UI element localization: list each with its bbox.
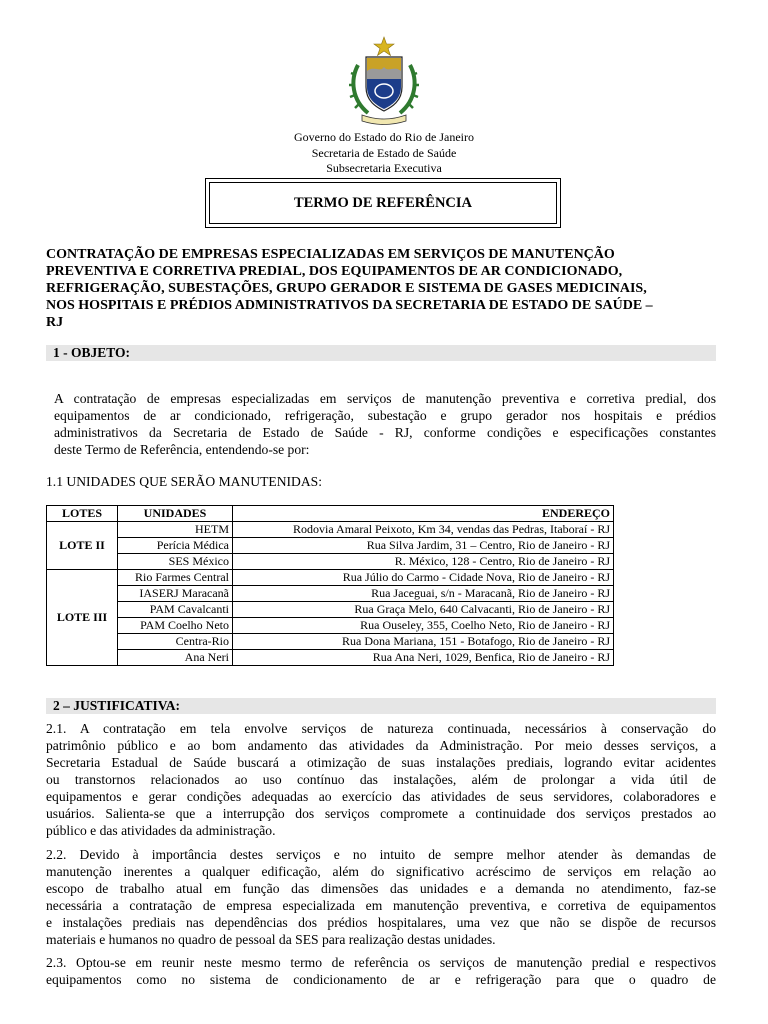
unidade-cell: Rio Farmes Central xyxy=(118,570,233,586)
document-title-box xyxy=(205,178,561,228)
paragraph-line: necessária a contratação de empresa especializada em manutenção preventiva, e corretiva de equipamentos xyxy=(46,898,716,913)
objeto-paragraph xyxy=(54,390,716,458)
unidade-cell: PAM Coelho Neto xyxy=(118,618,233,634)
endereco-cell: Rua Jaceguai, s/n - Maracanã, Rio de Janeiro - RJ xyxy=(233,586,614,602)
column-header-endereco: ENDEREÇO xyxy=(233,506,614,522)
lote-cell: LOTE II xyxy=(47,522,118,570)
paragraph-line: deste Termo de Referência, entendendo-se por: xyxy=(54,442,310,457)
contract-title-line: CONTRATAÇÃO DE EMPRESAS ESPECIALIZADAS EM SERVIÇOS DE MANUTENÇÃO xyxy=(46,247,615,262)
paragraph-line: usuários. Salienta-se que a interrupção dos serviços compromete a continuidade dos serviços prestados ao xyxy=(46,806,716,821)
paragraph-line: A contratação de empresas especializadas em serviços de manutenção preventiva e corretiva predial, dos xyxy=(54,391,716,406)
endereco-cell: Rua Ouseley, 355, Coelho Neto, Rio de Janeiro - RJ xyxy=(233,618,614,634)
table-row xyxy=(47,634,614,650)
table-row xyxy=(47,586,614,602)
header-subsecretariat: Subsecretaria Executiva xyxy=(326,161,442,175)
contract-title-line: REFRIGERAÇÃO, SUBESTAÇÕES, GRUPO GERADOR E SISTEMA DE GASES MEDICINAIS, xyxy=(46,281,647,296)
units-table xyxy=(46,505,614,666)
paragraph-line: Secretaria Estadual de Saúde buscará a otimização de suas instalações prediais, logrando evitar acidentes xyxy=(46,755,716,770)
paragraph-line: patrimônio público e ao bom andamento das atividades da Administração. Por meio desses serviços, a xyxy=(46,738,716,753)
paragraph-line: ou transtornos relacionados ao uso contínuo das instalações, além de prolongar a vida útil de xyxy=(46,772,716,787)
paragraph-line: 2.3. Optou-se em reunir neste mesmo termo de referência os serviços de manutenção predial e respectivos xyxy=(46,955,716,970)
contract-title-line: RJ xyxy=(46,315,64,330)
table-row xyxy=(47,602,614,618)
unidade-cell: HETM xyxy=(118,522,233,538)
endereco-cell: Rua Dona Mariana, 151 - Botafogo, Rio de Janeiro - RJ xyxy=(233,634,614,650)
units-heading: 1.1 UNIDADES QUE SERÃO MANUTENIDAS: xyxy=(46,474,323,489)
contract-title-line: PREVENTIVA E CORRETIVA PREDIAL, DOS EQUIPAMENTOS DE AR CONDICIONADO, xyxy=(46,264,623,279)
header-institution xyxy=(0,130,768,177)
endereco-cell: Rua Júlio do Carmo - Cidade Nova, Rio de Janeiro - RJ xyxy=(233,570,614,586)
header-secretariat: Secretaria de Estado de Saúde xyxy=(311,145,457,160)
table-header-row xyxy=(47,506,614,522)
table-row xyxy=(47,522,614,538)
justificativa-paragraph-2-1 xyxy=(46,720,716,839)
paragraph-line: administrativos da Secretaria de Estado de Saúde - RJ, conforme condições e especificações constantes xyxy=(54,425,716,440)
unidade-cell: Ana Neri xyxy=(118,650,233,666)
column-header-unidades: UNIDADES xyxy=(118,506,233,522)
section-heading-objeto: 1 - OBJETO: xyxy=(46,345,716,361)
paragraph-line: equipamentos de ar condicionado, refrigeração, subestação e grupo gerador nos hospitais e prédios xyxy=(54,408,716,423)
endereco-cell: Rua Graça Melo, 640 Calvacanti, Rio de Janeiro - RJ xyxy=(233,602,614,618)
paragraph-line: 2.1. A contratação em tela envolve serviços de natureza continuada, necessários à conservação do xyxy=(46,721,716,736)
endereco-cell: Rua Silva Jardim, 31 – Centro, Rio de Janeiro - RJ xyxy=(233,538,614,554)
endereco-cell: Rua Ana Neri, 1029, Benfica, Rio de Janeiro - RJ xyxy=(233,650,614,666)
paragraph-line: equipamentos e gerar condições adequadas ao exercício das atividades de seus servidores, colaboradores e xyxy=(46,789,716,804)
header-government: Governo do Estado do Rio de Janeiro xyxy=(294,130,474,144)
contract-title xyxy=(46,246,726,331)
column-header-lotes: LOTES xyxy=(47,506,118,522)
unidade-cell: IASERJ Maracanã xyxy=(118,586,233,602)
paragraph-line: materiais e humanos no quadro de pessoal da SES para realização destas unidades. xyxy=(46,932,496,947)
contract-title-line: NOS HOSPITAIS E PRÉDIOS ADMINISTRATIVOS DA SECRETARIA DE ESTADO DE SAÚDE – xyxy=(46,298,653,313)
document-title: TERMO DE REFERÊNCIA xyxy=(209,182,557,224)
paragraph-line: manutenção inerentes a qualquer edificação, além do significativo acréscimo de serviços em relação ao xyxy=(46,864,716,879)
endereco-cell: Rodovia Amaral Peixoto, Km 34, vendas das Pedras, Itaboraí - RJ xyxy=(233,522,614,538)
justificativa-paragraph-2-2 xyxy=(46,846,716,948)
paragraph-line: público e das atividades da administração. xyxy=(46,823,276,838)
table-row xyxy=(47,570,614,586)
paragraph-line: 2.2. Devido à importância destes serviços e no intuito de sempre melhor atender às demandas de xyxy=(46,847,716,862)
table-row xyxy=(47,554,614,570)
lote-cell: LOTE III xyxy=(47,570,118,666)
paragraph-line: equipamentos como no sistema de condicionamento de ar e refrigeração para que o quadro de xyxy=(46,972,716,987)
paragraph-line: e instalações prediais nas dependências dos prédios hospitalares, uma vez que não se dispõe de recursos xyxy=(46,915,716,930)
unidade-cell: SES México xyxy=(118,554,233,570)
unidade-cell: Perícia Médica xyxy=(118,538,233,554)
paragraph-line: escopo de trabalho atual em função das dimensões das unidades e a demanda no atendimento, faz-se xyxy=(46,881,716,896)
unidade-cell: PAM Cavalcanti xyxy=(118,602,233,618)
table-row xyxy=(47,618,614,634)
state-coat-of-arms-logo xyxy=(344,35,424,127)
endereco-cell: R. México, 128 - Centro, Rio de Janeiro - RJ xyxy=(233,554,614,570)
table-row xyxy=(47,650,614,666)
table-row xyxy=(47,538,614,554)
unidade-cell: Centra-Rio xyxy=(118,634,233,650)
section-heading-justificativa: 2 – JUSTIFICATIVA: xyxy=(46,698,716,714)
justificativa-paragraph-2-3 xyxy=(46,954,716,988)
